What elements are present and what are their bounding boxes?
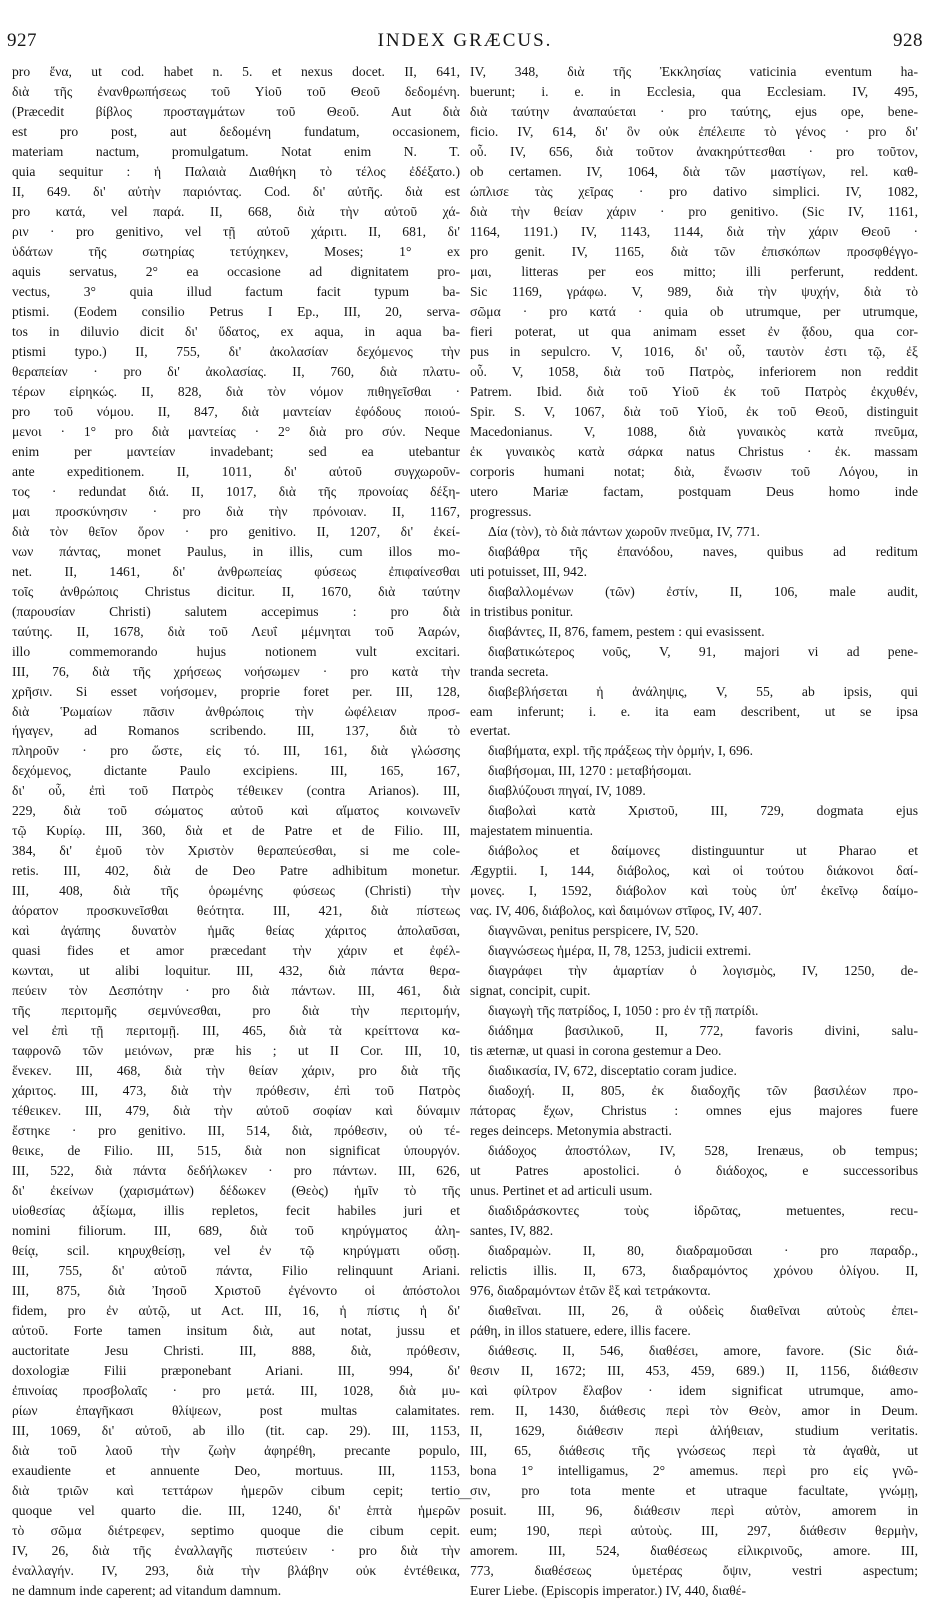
text-line: III, 875, διὰ Ἰησοῦ Χριστοῦ ἐγένοντο οἱ ἀπόστολοι bbox=[12, 1283, 460, 1299]
text-line: Patrem. Ibid. διὰ τοῦ Υἱοῦ ἐκ τοῦ Πατρὸς ἐκχυθέν, bbox=[470, 383, 918, 399]
text-line: quasi fides et amor præcedant τὴν χάριν et ἐφέλ- bbox=[12, 943, 460, 959]
text-line: μενοι · 1° pro διὰ μαντείας · 2° διὰ pro σύν. Neque bbox=[12, 423, 460, 439]
text-line: ob certamen. IV, 1064, διὰ τῶν μαστίγων, rel. καθ- bbox=[470, 163, 918, 179]
text-line: κωνται, ut alibi loquitur. III, 432, διὰ πάντα θερα- bbox=[12, 963, 460, 979]
text-line: fidem, pro ἐν αὐτῷ, ut Act. III, 16, ἡ πίστις ἡ δι' bbox=[12, 1303, 460, 1319]
text-line: enim per μαντείαν invadebant; sed ea utebantur bbox=[12, 443, 460, 459]
text-line: ἐναλλαγήν. IV, 293, διὰ τὴν βλάβην οὐκ ἐντέθεικα, bbox=[12, 1562, 460, 1578]
text-line: ἕνεκεν. III, 468, διὰ τὴν θείαν χάριν, pro διὰ τῆς bbox=[12, 1063, 460, 1079]
text-line: ut Patres apostolici. ὁ διάδοχος, e successoribus bbox=[470, 1163, 918, 1179]
text-line: exaudiente et annuente Deo, mortuus. III, 1153, bbox=[12, 1462, 460, 1478]
text-line: τὸ σῶμα διέτρεφεν, septimo quoque die cibum cepit. bbox=[12, 1522, 460, 1538]
text-line: τέρων εἰρηκώς. II, 828, διὰ τὸν νόμον πιθηγεῖσθαι · bbox=[12, 383, 460, 399]
text-line: tis æternæ, ut quasi in corona gestemur a Deo. bbox=[470, 1043, 722, 1059]
text-line: reges deinceps. Metonymia abstracti. bbox=[470, 1123, 672, 1139]
text-line: ρίων ἐπαγῆκασι θλίψεων, post multas calamitates. bbox=[12, 1402, 460, 1418]
text-line: ράθη, in illos statuere, edere, illis facere. bbox=[470, 1323, 691, 1339]
text-line: δι' οὗ, ἐπὶ τοῦ Πατρὸς τέθεικεν (contra Arianos). III, bbox=[12, 783, 460, 799]
text-line: vel ἐπὶ τῇ περιτομῇ. III, 465, διὰ τὰ κρείττονα κα- bbox=[12, 1023, 460, 1039]
text-line: Sic 1169, γράφω. V, 989, διὰ τὴν ψυχήν, διὰ τὸ bbox=[470, 283, 918, 299]
text-line: III, 65, διάθεσις τῆς γνώσεως περὶ τὰ ἀγαθὰ, ut bbox=[470, 1442, 918, 1458]
footer-mark: — bbox=[458, 1490, 472, 1505]
text-line: διαδικασία, IV, 672, disceptatio coram judice. bbox=[488, 1063, 737, 1079]
text-line: pro genit. IV, 1165, διὰ τῶν ἐπισκόπων προσφθέγγο- bbox=[470, 243, 918, 259]
text-line: pro τοῦ νόμου. II, 847, διὰ μαντείαν ἐφόδους ποιού- bbox=[12, 403, 460, 419]
text-line: bona 1° intelligamus, 2° amemus. περὶ pro εἰς γνῶ- bbox=[470, 1462, 918, 1478]
text-line: διάβολος et δαίμονες distinguuntur ut Pharao et bbox=[488, 843, 918, 859]
text-line: διαβατικώτερος νοῦς, V, 91, majori vi ad pene- bbox=[488, 643, 918, 659]
text-line: rem. II, 1430, διάθεσις περὶ τὸν Θεὸν, amor in Deum. bbox=[470, 1402, 918, 1418]
text-line: υἱοθεσίας ἀξίωμα, illis repletos, fecit habiles juri et bbox=[12, 1203, 460, 1219]
text-line: διαγνώσεως ἡμέρα, II, 78, 1253, judicii extremi. bbox=[488, 943, 752, 959]
text-line: δι' ἐκείνων (χαρισμάτων) δέδωκεν (Θεὸς) ἡμῖν τὸ τῆς bbox=[12, 1183, 460, 1199]
text-line: net. II, 1461, δι' ἀνθρωπείας φύσεως ἐπιφαίνεσθαι bbox=[12, 563, 460, 579]
text-line: Spir. S. V, 1067, διὰ τοῦ Υἱοῦ, ἐκ τοῦ Θεοῦ, distinguit bbox=[470, 403, 918, 419]
text-line: διὰ τοῦ λαοῦ τὴν ζωὴν ἀφηρέθη, precante populo, bbox=[12, 1442, 460, 1458]
text-line: pro κατά, vel παρά. II, 668, διὰ τὴν αὐτοῦ χά- bbox=[12, 203, 460, 219]
text-line: pro ἕνα, ut cod. habet n. 5. et nexus docet. II, 641, bbox=[12, 64, 460, 79]
text-line: ταύτης. II, 1678, διὰ τοῦ Λευΐ μέμνηται τοῦ Ἀαρών, bbox=[12, 623, 460, 639]
text-line: ne damnum inde caperent; ad vitandum damnum. bbox=[12, 1582, 282, 1598]
page-number-left: 927 bbox=[7, 30, 37, 51]
text-line: posuit. III, 96, διάθεσιν περὶ αὐτὸν, amorem in bbox=[470, 1502, 918, 1518]
text-line: διὰ τῆς ἐνανθρωπήσεως τοῦ Υἱοῦ τοῦ Θεοῦ δεδομένη. bbox=[12, 83, 460, 99]
text-line: οὗ. V, 1058, διὰ τοῦ Πατρὸς, inferiorem non reddit bbox=[470, 363, 918, 379]
text-line: διαδιδράσκοντες τοὺς ἱδρῶτας, metuentes, recu- bbox=[488, 1203, 918, 1219]
text-line: διαβάντες, II, 876, famem, pestem : qui evasissent. bbox=[488, 623, 765, 639]
text-line: διαβάθρα τῆς ἐπανόδου, naves, quibus ad reditum bbox=[488, 543, 918, 559]
text-line: αὐτοῦ. Forte tamen insitum διὰ, aut notat, jussu et bbox=[12, 1323, 460, 1339]
text-line: διαγωγὴ τῆς πατρίδος, I, 1050 : pro ἐν τῇ πατρίδι. bbox=[488, 1003, 759, 1019]
text-line: διαδραμὼν. II, 80, διαδραμοῦσαι · pro παραδρ., bbox=[488, 1243, 918, 1259]
text-line: τῆς περιτομῆς σεμνύνεσθαι, pro διὰ τὴν περιτομήν, bbox=[12, 1003, 460, 1019]
text-line: θεικε, de Filio. III, 515, διὰ non significat ὑπουργόν. bbox=[12, 1143, 460, 1159]
text-line: ριν · pro genitivo, vel τῇ αὐτοῦ χάριτι. II, 681, δι' bbox=[12, 223, 460, 239]
text-line: III, 408, διὰ τῆς ὁρωμένης φύσεως (Christi) τὴν bbox=[12, 883, 460, 899]
text-line: διὰ τὴν θείαν χάριν · pro genitivo. (Sic IV, 1161, bbox=[470, 203, 918, 219]
text-line: 229, διὰ τοῦ σώματος αὐτοῦ καὶ αἵματος κοινωνεῖν bbox=[12, 803, 460, 819]
right-column bbox=[470, 62, 918, 1598]
text-line: διὰ τὸν θεῖον ὅρον · pro genitivo. II, 1207, δι' ἐκεί- bbox=[12, 523, 460, 539]
text-line: 773, διαθέσεως ὑμετέρας ὄψιν, vestri aspectum; bbox=[470, 1562, 918, 1578]
text-line: in tristibus ponitur. bbox=[470, 603, 574, 619]
text-line: πάτορας ἔχων, Christus : omnes ejus majores fuere bbox=[470, 1103, 918, 1119]
text-line: IV, 348, διὰ τῆς Ἐκκλησίας vaticinia eventum ha- bbox=[470, 64, 918, 79]
text-line: οὗ. IV, 656, διὰ τοῦτον ἀνακηρύττεσθαι · pro τοῦτον, bbox=[470, 143, 918, 159]
text-line: πληροῦν · pro ὥστε, εἰς τό. III, 161, διὰ γλώσσης bbox=[12, 743, 460, 759]
text-line: eam inferunt; i. e. ita eam describent, ut se ipsa bbox=[470, 703, 918, 719]
text-line: II, 649. δι' αὐτὴν παριόντας. Cod. δι' αὐτῆς. διὰ est bbox=[12, 183, 460, 199]
text-line: διὰ τριῶν καὶ τεττάρων ἡμερῶν cibum cepit; tertio bbox=[12, 1482, 460, 1498]
text-line: δεχόμενος, dictante Paulo excipiens. III, 165, 167, bbox=[12, 763, 460, 779]
text-line: διαβαλλομένων (τῶν) ἐστίν, II, 106, male audit, bbox=[488, 583, 918, 599]
text-line: (Præcedit βίβλος προσταγμάτων τοῦ Θεοῦ. Aut διὰ bbox=[12, 103, 460, 119]
text-line: buerunt; i. e. in Ecclesia, qua Ecclesiam. IV, 495, bbox=[470, 83, 918, 99]
text-line: διαβλύζουσι πηγαί, IV, 1089. bbox=[488, 783, 646, 799]
text-line: μαι προσκύνησιν · pro διὰ τὴν πρόνοιαν. II, 1167, bbox=[12, 503, 460, 519]
text-line: relictis illis. II, 673, διαδραμόντος χρόνου ὀλίγου. II, bbox=[470, 1263, 918, 1279]
text-line: Ægyptii. I, 144, διάβολος, καὶ οἱ τούτου διάκονοι δαί- bbox=[470, 863, 918, 879]
text-line: ἀόρατον προσκυνεῖσθαι θεότητα. III, 421, διὰ πίστεως bbox=[12, 903, 460, 919]
text-line: auctoritate Jesu Christi. III, 888, διὰ, πρόθεσιν, bbox=[12, 1343, 460, 1358]
text-line: nomini filiorum. III, 689, διὰ τοῦ κηρύγματος ἀλη- bbox=[12, 1223, 460, 1239]
text-line: IV, 26, διὰ τῆς ἐναλλαγῆς πιστεύειν · pro διὰ τὴν bbox=[12, 1542, 460, 1558]
text-line: materiam nactum, promulgatum. Notat enim N. T. bbox=[12, 143, 460, 159]
text-line: τέθεικεν. III, 479, διὰ τὴν αὐτοῦ σοφίαν καὶ δύναμιν bbox=[12, 1103, 460, 1119]
text-line: θεραπείαν · pro δι' ἀκολασίας. II, 760, διὰ πλατυ- bbox=[12, 363, 460, 379]
text-line: ptismi typo.) II, 755, δι' ἀκολασίαν δεχόμενος τὴν bbox=[12, 343, 460, 359]
text-line: vectus, 3° quia illud factum facit typum ba- bbox=[12, 283, 460, 299]
text-line: unus. Pertinet et ad articuli usum. bbox=[470, 1183, 653, 1199]
text-line: progressus. bbox=[470, 503, 532, 519]
text-line: νων πάντας, monet Paulus, in illis, cum illos mo- bbox=[12, 543, 460, 559]
text-line: ὑδάτων τῆς σωτηρίας τετύχηκεν, Moses; 1° ex bbox=[12, 243, 460, 259]
text-line: (παρουσίαν Christi) salutem accepimus : pro διὰ bbox=[12, 603, 460, 619]
text-line: tos in diluvio dicit δι' ὕδατος, ex aqua, in aqua ba- bbox=[12, 323, 460, 339]
text-line: utero Mariæ factam, postquam Deus homo inde bbox=[470, 483, 918, 499]
text-line: διαβολαὶ κατὰ Χριστοῦ, III, 729, dogmata ejus bbox=[488, 803, 918, 819]
text-line: tranda secreta. bbox=[470, 663, 549, 679]
text-line: τῷ Κυρίῳ. III, 360, διὰ et de Patre et de Filio. III, bbox=[12, 823, 460, 839]
text-line: διὰ ταύτην ἀναπαύεται · pro ταύτης, ejus ope, bene- bbox=[470, 103, 918, 119]
text-line: ταφρονῶ τῶν μειόνων, præ his ; ut II Cor. III, 10, bbox=[12, 1043, 460, 1059]
text-line: τος · redundat διά. II, 1017, διὰ τῆς προνοίας δέξη- bbox=[12, 483, 460, 499]
text-line: aquis servatus, 2° ea occasione ad dignitatem pro- bbox=[12, 263, 460, 279]
text-line: ἐπινοίας προσβολαῖς · pro μετά. III, 1028, διὰ μυ- bbox=[12, 1382, 460, 1398]
text-line: διαγνῶναι, penitus perspicere, IV, 520. bbox=[488, 923, 699, 939]
text-line: corporis humani notat; διὰ, ἕνωσιν τοῦ Λόγου, in bbox=[470, 463, 918, 479]
text-line: ficio. IV, 614, δι' ὃν οὐκ ἐπέλειπε τὸ γένος · pro δι' bbox=[470, 123, 918, 139]
text-line: santes, IV, 882. bbox=[470, 1223, 554, 1239]
text-line: pus in sepulcro. V, 1016, δι' οὗ, ταυτὸν ἐστι τῷ, ἐξ bbox=[470, 343, 918, 359]
text-line: Δία (τὸν), τὸ διὰ πάντων χωροῦν πνεῦμα, IV, 771. bbox=[488, 523, 760, 539]
text-line: 976, διαδραμόντων ἐτῶν ἓξ καὶ τετράκοντα. bbox=[470, 1283, 711, 1299]
text-line: III, 522, διὰ πάντα δεδήλωκεν · pro πάντων. III, 626, bbox=[12, 1163, 460, 1179]
text-line: διάδοχος ἀποστόλων, IV, 528, Irenæus, ob tempus; bbox=[488, 1143, 918, 1159]
text-line: διάθεσις. II, 546, διαθέσει, amore, favore. (Sic διά- bbox=[488, 1343, 918, 1358]
text-line: θείᾳ, scil. κηρυχθείσῃ, vel ἐν τῷ κηρύγματι οὔσῃ. bbox=[12, 1243, 460, 1259]
text-line: fieri poterat, ut qua animam esset ἐν ᾅδου, qua cor- bbox=[470, 323, 918, 339]
text-line: σῶμα · pro κατά · quia ob utrumque, per utrumque, bbox=[470, 303, 918, 319]
text-line: uti potuisset, III, 942. bbox=[470, 563, 588, 579]
text-line: amorem. III, 524, διαθέσεως εἰλικρινοῦς, amore. III, bbox=[470, 1542, 918, 1558]
text-line: evertat. bbox=[470, 723, 511, 739]
text-line: νας. IV, 406, διάβολος, καὶ δαιμόνων στῖφος, IV, 407. bbox=[470, 903, 762, 919]
text-line: doxologiæ Filii præponebant Ariani. III, 994, δι' bbox=[12, 1362, 460, 1378]
text-line: ante expeditionem. II, 1011, δι' αὐτοῦ συγχωροῦν- bbox=[12, 463, 460, 479]
text-line: 384, δι' ἐμοῦ τὸν Χριστὸν θεραπεύεσθαι, si me cole- bbox=[12, 843, 460, 859]
text-line: quoque vel quarto die. III, 1240, δι' ἑπτὰ ἡμερῶν bbox=[12, 1502, 460, 1518]
text-line: signat, concipit, cupit. bbox=[470, 983, 591, 999]
text-line: καὶ φίλτρον ἔλαβον · idem significat utrumque, amo- bbox=[470, 1382, 918, 1398]
text-line: χρῆσιν. Si esset νοήσομεν, proprie foret per. III, 128, bbox=[12, 683, 460, 699]
running-title: INDEX GRÆCUS. bbox=[377, 30, 553, 51]
text-line: retis. III, 402, διὰ de Deo Patre adhibitum monetur. bbox=[12, 863, 460, 879]
text-line: 1164, 1191.) IV, 1143, 1144, διὰ τὴν χάριν Θεοῦ · bbox=[470, 223, 918, 239]
text-line: illo commemorando hujus notionem vult excitari. bbox=[12, 643, 460, 659]
text-line: III, 1069, δι' αὐτοῦ, ab illo (tit. cap. 29). III, 1153, bbox=[12, 1422, 460, 1438]
text-line: ώπλισε τὰς χεῖρας · pro dativo simplici. IV, 1082, bbox=[470, 183, 918, 199]
text-line: διαβήματα, expl. τῆς πράξεως τὴν ὁρμήν, I, 696. bbox=[488, 743, 753, 759]
text-line: τοῖς ἀνθρώποις Christus dicitur. II, 1670, διὰ ταύτην bbox=[12, 583, 460, 599]
page-number-right: 928 bbox=[893, 30, 923, 51]
text-line: σιν, pro tota mente et utraque facultate, γνώμῃ, bbox=[470, 1482, 918, 1498]
text-line: est pro post, aut δεδομένη fundatum, occasionem, bbox=[12, 123, 460, 139]
text-line: διαδοχή. II, 805, ἐκ διαδοχῆς τῶν βασιλέων προ- bbox=[488, 1083, 918, 1099]
text-line: ήγαγεν, ad Romanos scribendo. III, 137, διὰ τὸ bbox=[12, 723, 460, 739]
text-line: eum; 190, περὶ αὐτοὺς. III, 297, διάθεσιν θερμὴν, bbox=[470, 1522, 918, 1538]
text-line: II, 1629, διάθεσιν περὶ ἀλήθειαν, studium veritatis. bbox=[470, 1422, 918, 1438]
text-line: Eurer Liebe. (Episcopis imperator.) IV, 440, διαθέ- bbox=[470, 1582, 747, 1598]
text-line: διὰ Ῥωμαίων πᾶσιν ἀνθρώποις τὴν ὠφέλειαν προσ- bbox=[12, 703, 460, 719]
text-line: διάδημα βασιλικοῦ, II, 772, favoris divini, salu- bbox=[488, 1023, 918, 1039]
text-line: ptismi. (Eodem consilio Petrus I Ep., III, 20, serva- bbox=[12, 303, 460, 319]
text-line: majestatem minuentia. bbox=[470, 823, 594, 839]
text-line: καὶ ἀγάπης δυνατὸν ἡμᾶς θείας χάριτος ἀπολαῦσαι, bbox=[12, 923, 460, 939]
text-line: ἔστηκε · pro genitivo. III, 514, διὰ, πρόθεσιν, οὐ τέ- bbox=[12, 1123, 460, 1139]
text-line: διαθεῖναι. III, 26, ἃ οὐδεὶς διαθεῖναι αὐτοὺς ἐπει- bbox=[488, 1303, 918, 1319]
left-column bbox=[12, 62, 460, 1598]
text-line: ἐκ γυναικὸς κατὰ σάρκα natus Christus · ἐκ. massam bbox=[470, 443, 918, 459]
text-line: διαβεβλήσεται ἡ ἀνάληψις, V, 55, ab ipsis, qui bbox=[488, 683, 918, 699]
text-line: διαγράφει τὴν ἁμαρτίαν ὁ λογισμὸς, IV, 1250, de- bbox=[488, 963, 918, 979]
page-header bbox=[5, 30, 925, 56]
text-line: μονες. I, 1592, διάβολον καὶ τοὺς ὑπ' ἐκεῖνῳ δαίμο- bbox=[470, 883, 918, 899]
text-line: μαι, litteras per eos mitto; illi perferunt, reddent. bbox=[470, 263, 918, 279]
text-line: quia sequitur : ἡ Παλαιὰ Διαθήκη τὸ τέλος ἐδέξατο.) bbox=[12, 163, 460, 179]
text-line: III, 76, διὰ τῆς χρήσεως νοήσωμεν · pro κατὰ τὴν bbox=[12, 663, 460, 679]
text-line: θεσιν II, 1672; III, 453, 459, 689.) II, 1156, διάθεσιν bbox=[470, 1362, 918, 1378]
text-line: διαβήσομαι, III, 1270 : μεταβήσομαι. bbox=[488, 763, 692, 779]
text-line: III, 755, δι' αὐτοῦ πάντα, Filio relinquunt Ariani. bbox=[12, 1263, 460, 1279]
text-line: Macedonianus. V, 1088, διὰ γυναικὸς κατὰ πνεῦμα, bbox=[470, 423, 918, 439]
text-line: χάριτος. III, 473, διὰ τὴν πρόθεσιν, ἐπὶ τοῦ Πατρὸς bbox=[12, 1083, 460, 1099]
text-line: πεύειν τὸν Δεσπότην · pro διὰ πάντων. III, 461, διὰ bbox=[12, 983, 460, 999]
